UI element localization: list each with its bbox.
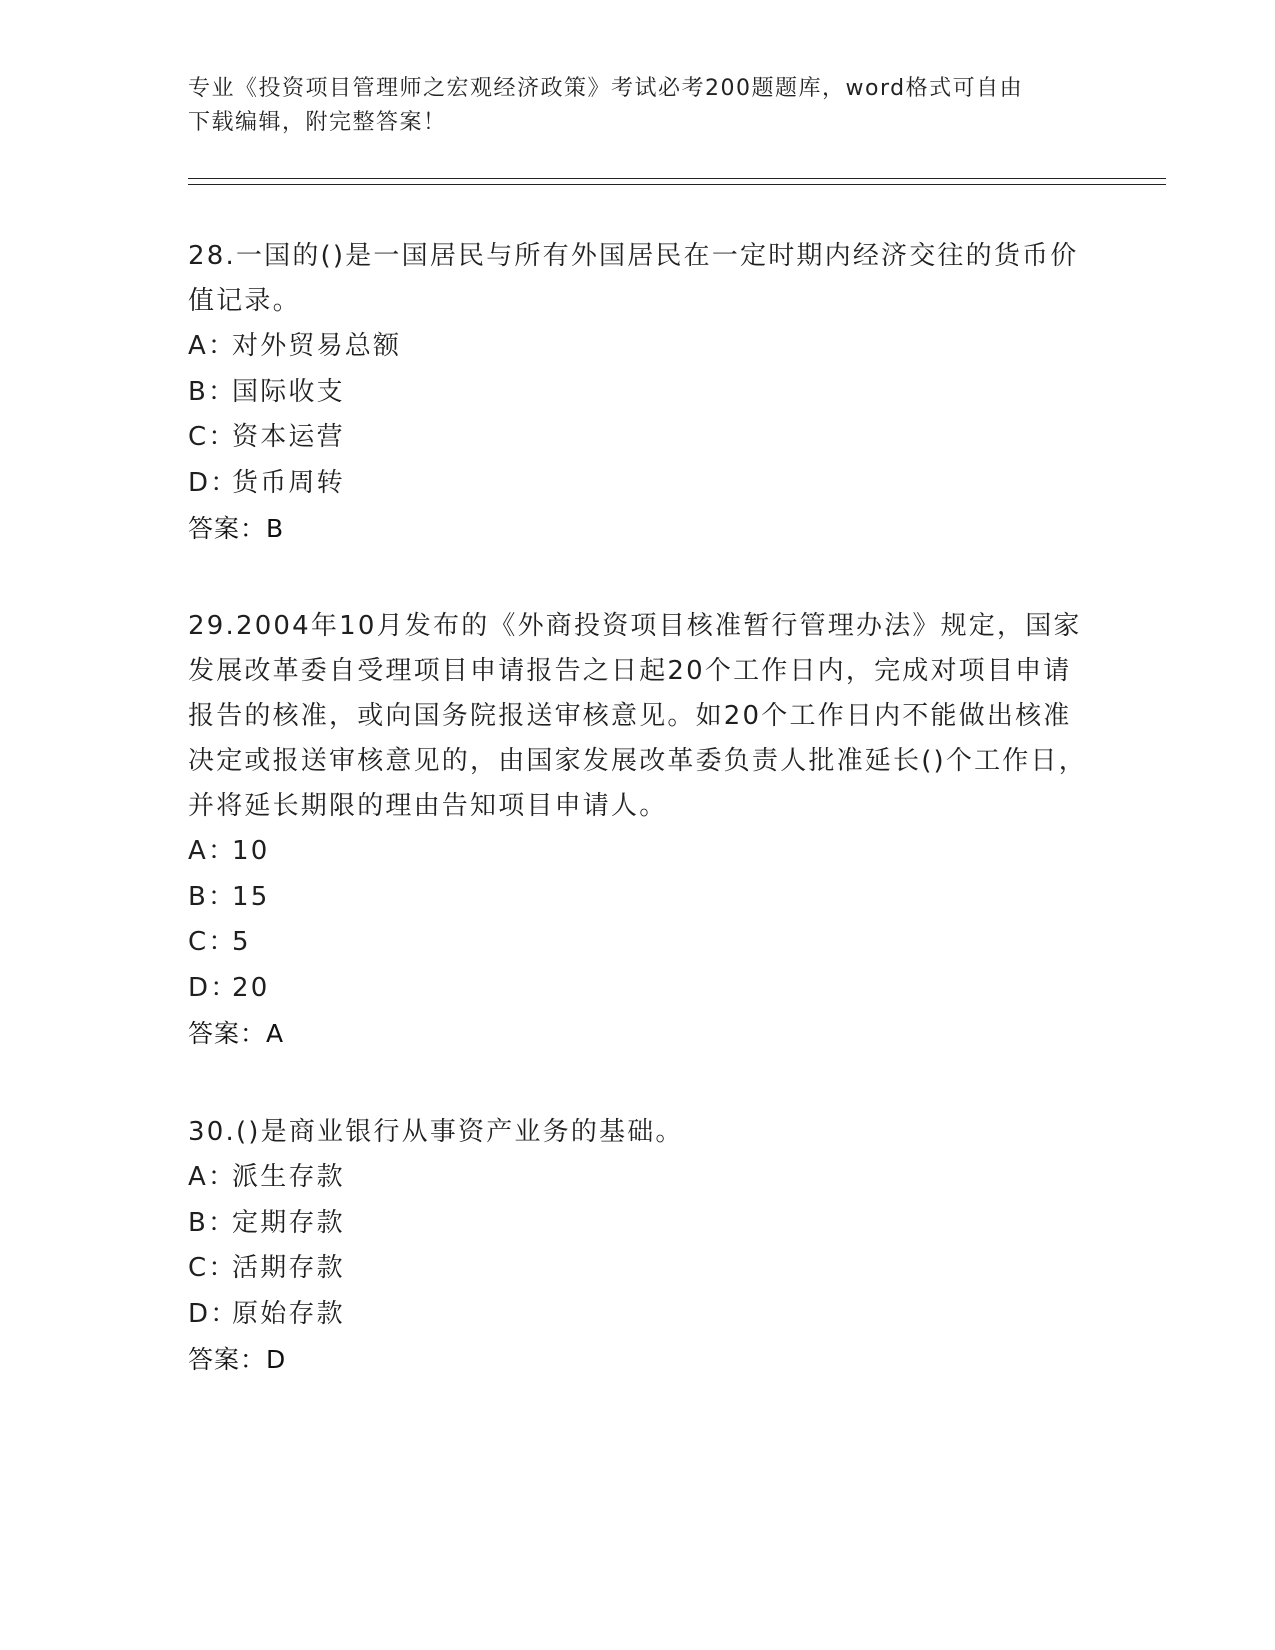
option-text: 资本运营 bbox=[232, 422, 345, 452]
option-b bbox=[188, 875, 1088, 921]
option-key: D： bbox=[188, 467, 239, 498]
question-stem: 28.一国的()是一国居民与所有外国居民在一定时期内经济交往的货币价值记录。 bbox=[188, 241, 1079, 316]
option-text: 货币周转 bbox=[232, 467, 345, 498]
option-key: C： bbox=[188, 422, 237, 452]
option-d bbox=[188, 966, 1088, 1012]
option-c bbox=[188, 1246, 1088, 1292]
option-a bbox=[188, 829, 1088, 875]
option-a bbox=[188, 1155, 1088, 1201]
option-text: 10 bbox=[232, 836, 270, 866]
option-key: D： bbox=[188, 1298, 239, 1329]
question-29 bbox=[188, 604, 1088, 1057]
option-b bbox=[188, 1201, 1088, 1247]
option-b bbox=[188, 370, 1088, 416]
document-header bbox=[188, 72, 1088, 140]
header-text-line-2: 下载编辑，附完整答案！ bbox=[188, 110, 447, 135]
option-key: A： bbox=[188, 836, 237, 866]
question-28 bbox=[188, 234, 1088, 552]
option-c bbox=[188, 415, 1088, 461]
answer-line: 答案：A bbox=[188, 1019, 285, 1048]
answer-line: 答案：D bbox=[188, 1345, 287, 1374]
option-text: 对外贸易总额 bbox=[232, 331, 402, 361]
option-text: 国际收支 bbox=[232, 376, 345, 407]
option-key: D： bbox=[188, 972, 239, 1003]
option-text: 20 bbox=[232, 972, 270, 1003]
option-text: 定期存款 bbox=[232, 1207, 345, 1238]
header-text-line-1: 专业《投资项目管理师之宏观经济政策》考试必考200题题库，word格式可自由 bbox=[188, 76, 1024, 101]
option-text: 15 bbox=[232, 881, 270, 912]
option-d bbox=[188, 461, 1088, 507]
answer-line: 答案：B bbox=[188, 514, 285, 543]
question-stem: 30.()是商业银行从事资产业务的基础。 bbox=[188, 1117, 684, 1147]
option-key: C： bbox=[188, 927, 237, 957]
option-text: 原始存款 bbox=[232, 1298, 345, 1329]
option-c bbox=[188, 920, 1088, 966]
question-stem: 29.2004年10月发布的《外商投资项目核准暂行管理办法》规定，国家发展改革委自受理项目申请报告之日起20个工作日内，完成对项目申请报告的核准，或向国务院报送审核意见。如20个工作日内不能做出核准决定或报送审核意见的，由国家发展改革委负责人批准延长()个工作日，并将延长期限的理由告知项目申请人。 bbox=[188, 611, 1087, 821]
option-text: 5 bbox=[232, 927, 251, 957]
option-key: B： bbox=[188, 881, 237, 912]
option-text: 活期存款 bbox=[232, 1253, 345, 1283]
option-key: B： bbox=[188, 1207, 237, 1238]
option-key: B： bbox=[188, 376, 237, 407]
option-key: A： bbox=[188, 1162, 237, 1192]
header-divider-top bbox=[188, 178, 1166, 179]
option-key: C： bbox=[188, 1253, 237, 1283]
option-a bbox=[188, 324, 1088, 370]
header-divider-bottom bbox=[188, 184, 1166, 185]
option-text: 派生存款 bbox=[232, 1162, 345, 1192]
question-30 bbox=[188, 1110, 1088, 1383]
option-d bbox=[188, 1292, 1088, 1338]
option-key: A： bbox=[188, 331, 237, 361]
